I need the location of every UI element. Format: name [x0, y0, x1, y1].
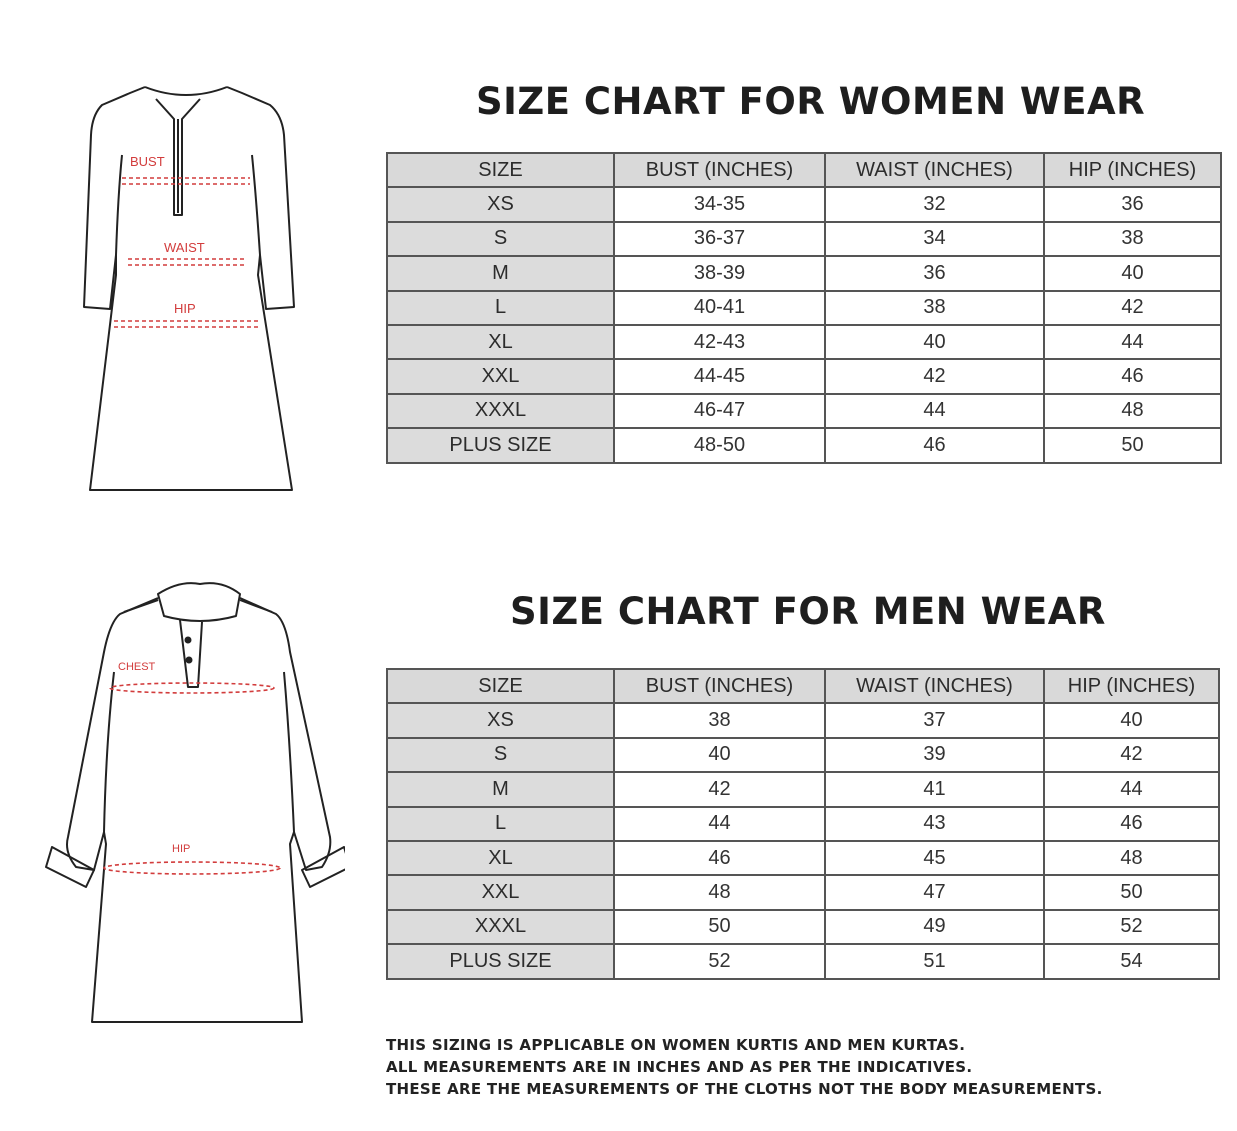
waist-cell: 45 — [825, 841, 1044, 875]
table-row — [387, 325, 1221, 359]
hip-cell: 36 — [1044, 187, 1221, 221]
waist-cell: 42 — [825, 359, 1044, 393]
bust-cell: 42-43 — [614, 325, 825, 359]
hip-cell: 48 — [1044, 841, 1219, 875]
waist-cell: 37 — [825, 703, 1044, 737]
waist-cell: 49 — [825, 910, 1044, 944]
table-row — [387, 222, 1221, 256]
bust-cell: 52 — [614, 944, 825, 978]
waist-cell: 39 — [825, 738, 1044, 772]
bust-cell: 46 — [614, 841, 825, 875]
bust-cell: 36-37 — [614, 222, 825, 256]
waist-cell: 44 — [825, 394, 1044, 428]
size-cell: L — [387, 807, 614, 841]
hip-cell: 44 — [1044, 325, 1221, 359]
bust-cell: 38-39 — [614, 256, 825, 290]
women-kurti-illustration — [70, 75, 300, 500]
hip-cell: 52 — [1044, 910, 1219, 944]
women-chart-title: SIZE CHART FOR WOMEN WEAR — [476, 80, 1146, 123]
hip-cell: 40 — [1044, 256, 1221, 290]
bust-cell: 34-35 — [614, 187, 825, 221]
bust-cell: 48 — [614, 875, 825, 909]
header-hip: HIP (INCHES) — [1044, 669, 1219, 703]
size-cell: PLUS SIZE — [387, 428, 614, 462]
table-row — [387, 807, 1219, 841]
hip-cell: 50 — [1044, 875, 1219, 909]
size-cell: PLUS SIZE — [387, 944, 614, 978]
table-row — [387, 256, 1221, 290]
table-row — [387, 875, 1219, 909]
waist-label: WAIST — [164, 240, 205, 255]
size-cell: S — [387, 738, 614, 772]
size-cell: XL — [387, 325, 614, 359]
table-row — [387, 428, 1221, 462]
women-size-table — [386, 152, 1222, 464]
waist-cell: 46 — [825, 428, 1044, 462]
hip-cell: 46 — [1044, 807, 1219, 841]
waist-cell: 38 — [825, 291, 1044, 325]
bust-cell: 48-50 — [614, 428, 825, 462]
footnote — [386, 1034, 1103, 1100]
size-cell: XXL — [387, 359, 614, 393]
hip-cell: 40 — [1044, 703, 1219, 737]
table-row — [387, 394, 1221, 428]
bust-cell: 44 — [614, 807, 825, 841]
table-row — [387, 291, 1221, 325]
size-cell: M — [387, 772, 614, 806]
hip-label: HIP — [174, 301, 196, 316]
waist-cell: 36 — [825, 256, 1044, 290]
bust-cell: 40-41 — [614, 291, 825, 325]
men-kurta-illustration — [40, 582, 345, 1032]
bust-cell: 46-47 — [614, 394, 825, 428]
header-bust: BUST (INCHES) — [614, 153, 825, 187]
waist-cell: 32 — [825, 187, 1044, 221]
header-hip: HIP (INCHES) — [1044, 153, 1221, 187]
bust-cell: 42 — [614, 772, 825, 806]
hip-cell: 54 — [1044, 944, 1219, 978]
size-cell: XXXL — [387, 394, 614, 428]
waist-cell: 43 — [825, 807, 1044, 841]
hip-cell: 48 — [1044, 394, 1221, 428]
size-cell: S — [387, 222, 614, 256]
table-row — [387, 359, 1221, 393]
size-cell: L — [387, 291, 614, 325]
waist-cell: 41 — [825, 772, 1044, 806]
table-row — [387, 841, 1219, 875]
chest-label: CHEST — [118, 661, 156, 673]
size-cell: XS — [387, 703, 614, 737]
hip-cell: 42 — [1044, 738, 1219, 772]
size-cell: M — [387, 256, 614, 290]
hip-cell: 44 — [1044, 772, 1219, 806]
size-cell: XS — [387, 187, 614, 221]
hip-cell: 42 — [1044, 291, 1221, 325]
table-row — [387, 703, 1219, 737]
waist-cell: 40 — [825, 325, 1044, 359]
table-row — [387, 944, 1219, 978]
size-cell: XXXL — [387, 910, 614, 944]
bust-cell: 40 — [614, 738, 825, 772]
table-header-row — [387, 153, 1221, 187]
size-cell: XL — [387, 841, 614, 875]
footnote-line-1: THIS SIZING IS APPLICABLE ON WOMEN KURTIS AND MEN KURTAS. — [386, 1036, 966, 1054]
men-chart-title: SIZE CHART FOR MEN WEAR — [510, 590, 1106, 633]
bust-cell: 50 — [614, 910, 825, 944]
header-size: SIZE — [387, 669, 614, 703]
table-row — [387, 910, 1219, 944]
men-size-table — [386, 668, 1220, 980]
header-waist: WAIST (INCHES) — [825, 669, 1044, 703]
hip-cell: 38 — [1044, 222, 1221, 256]
size-cell: XXL — [387, 875, 614, 909]
bust-cell: 38 — [614, 703, 825, 737]
header-waist: WAIST (INCHES) — [825, 153, 1044, 187]
bust-label: BUST — [130, 154, 165, 169]
bust-cell: 44-45 — [614, 359, 825, 393]
hip-label: HIP — [172, 843, 191, 855]
footnote-line-2: ALL MEASUREMENTS ARE IN INCHES AND AS PER THE INDICATIVES. — [386, 1058, 973, 1076]
table-header-row — [387, 669, 1219, 703]
waist-cell: 47 — [825, 875, 1044, 909]
hip-cell: 50 — [1044, 428, 1221, 462]
table-row — [387, 187, 1221, 221]
footnote-line-3: THESE ARE THE MEASUREMENTS OF THE CLOTHS NOT THE BODY MEASUREMENTS. — [386, 1080, 1103, 1098]
table-row — [387, 772, 1219, 806]
hip-cell: 46 — [1044, 359, 1221, 393]
table-row — [387, 738, 1219, 772]
header-size: SIZE — [387, 153, 614, 187]
waist-cell: 34 — [825, 222, 1044, 256]
header-bust: BUST (INCHES) — [614, 669, 825, 703]
waist-cell: 51 — [825, 944, 1044, 978]
